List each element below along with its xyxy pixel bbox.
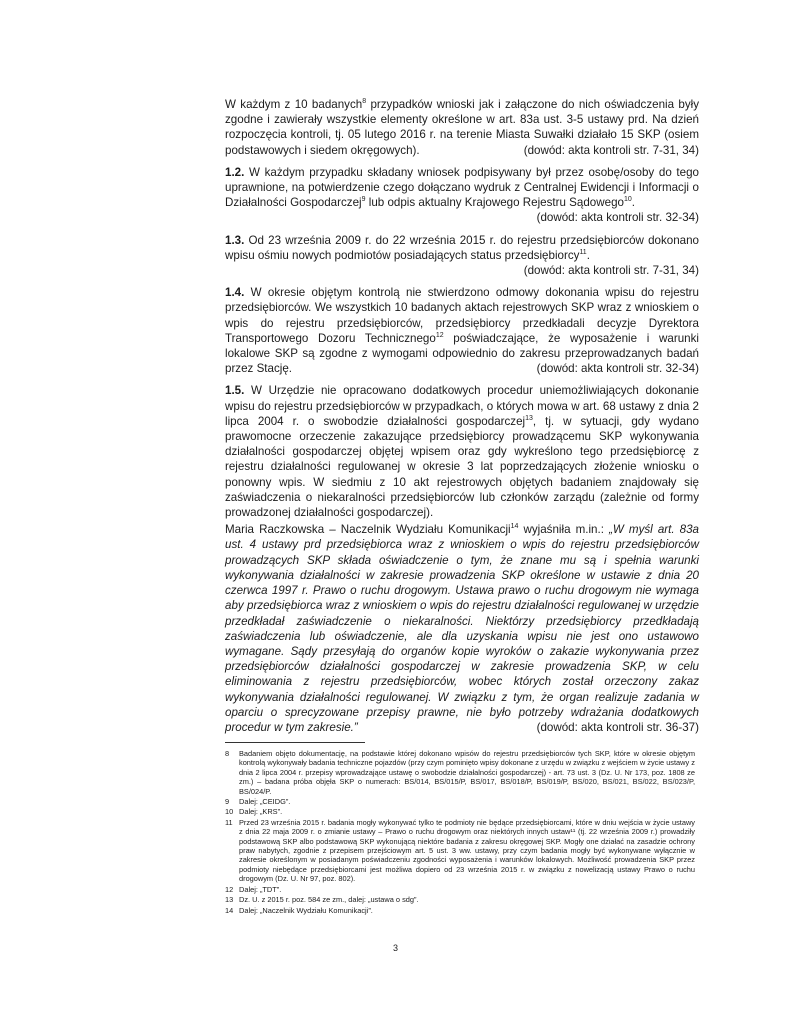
p5-text-cont: , tj. w sytuacji, gdy wydano prawomocne orzeczenie zakazujące przedsiębiorcy prowadzącemu SKP wykonywania działalności gospodarczej objętej wpisem oraz gdy wykreślono tego przedsiębiorcę z rejestru działalności regulowanej w okresie 3 lat poprzedzających złożenie wniosku o ponowny wpis. W siedmiu z 10 akt rejestrowych objętych badaniem znajdowały się zaświadczenia o niekaralności przedsiębiorców lub członków zarządu (zależnie od formy prowadzonej działalności gospodarczej). [225, 414, 699, 520]
footnote-separator [225, 742, 365, 743]
footnote-ref-11: 11 [579, 248, 587, 256]
footnote-number: 12 [225, 884, 234, 894]
evidence-reference: (dowód: akta kontroli str. 7-31, 34) [523, 264, 699, 278]
footnote-ref-9: 9 [361, 196, 366, 204]
explanation-quote: „W myśl art. 83a ust. 4 ustawy prd przedsiębiorca wraz z wnioskiem o wpis do rejestru przedsiębiorców prowadzących SKP składa oświadczenie o tym, że znane mu są i spełnia warunki wykonywania działalności w zakresie prowadzenia SKP określone w ustawie z dnia 20 czerwca 1997 r. Prawo o ruchu drogowym. Ustawa prawo o ruchu drogowym nie wymaga aby przedsiębiorca wraz z wnioskiem o wpis do rejestru działalności regulowanej w urzędzie przedkładał zaświadczenie o niekaralności. Niektórzy przedsiębiorcy przedkładają zaświadczenia lub oświadczenie, ale dla uzyskania wpisu nie jest ono ustawowo wymagane. Sądy przesyłają do organów kopie wyroków o zakazie wykonywania przez przedsiębiorców działalności gospodarczej w zakresie prowadzenia SKP, w celu eliminowania z rejestru przedsiębiorców, wobec których został orzeczony zakaz wykonywania działalności regulowanej. W związku z tym, że organ realizuje zadania w oparciu o sprecyzowane przepisy prawne, nie było potrzeby wdrażania dodatkowych procedur w tym zakresie.” [225, 523, 699, 734]
footnote-text: Badaniem objęto dokumentację, na podstawie której dokonano wpisów do rejestru przedsiębiorców tych SKP, które w okresie objętym kontrolą wykonywały badania techniczne pojazdów (przy czym pominięto wpisy dokonane z urzędu w związku z wejściem w życie ustawy z dnia 2 lipca 2004 r. przepisy wprowadzające ustawę o swobodzie działalności gospodarczej) - art. 73 ust. 3 (Dz. U. Nr 173, poz. 1808 ze zm.) – badana próba objęła SKP o numerach: BS/014, BS/015/P, BS/017, BS/018/P, BS/019/P, BS/020, BS/021, BS/022, BS/023/P, BS/024/P. [239, 749, 695, 796]
footnote-text: Dalej: „KRS”. [239, 807, 283, 817]
footnote-9 [225, 797, 695, 806]
p4-text-cont: poświadczające, że wyposażenie i warunki lokalowe SKP są zgodne z wymogami odpowiednio do zakresu przeprowadzanych badań przez Stację. [225, 331, 699, 376]
p1-text: W każdym z 10 badanych [225, 98, 363, 111]
evidence-reference: (dowód: akta kontroli str. 32-34) [536, 362, 699, 376]
section-number: 1.4. [225, 286, 245, 300]
footnote-number: 10 [225, 807, 234, 817]
p4-text: W okresie objętym kontrolą nie stwierdzono odmowy dokonania wpisu do rejestru przedsiębiorców. We wszystkich 10 badanych aktach rejestrowych SKP wraz z wnioskiem o wpis do rejestru przedsiębiorców, przedsiębiorcy przedkładali decyzje Dyrektora Transportowego Dozoru Technicznego [225, 286, 699, 345]
page-number: 3 [392, 943, 398, 953]
paragraph-explanation [225, 522, 699, 735]
evidence-reference: (dowód: akta kontroli str. 7-31, 34) [523, 143, 699, 157]
footnote-number: 8 [225, 749, 230, 758]
footnote-number: 9 [225, 797, 230, 807]
p3-text-end: . [586, 248, 590, 262]
footnote-10 [225, 807, 695, 816]
footnote-text: Dalej: „Naczelnik Wydziału Komunikacji”. [239, 905, 373, 915]
footnote-13 [225, 895, 695, 904]
footnote-14 [225, 906, 695, 915]
footnote-12 [225, 885, 695, 894]
paragraph-1-5 [225, 383, 699, 520]
footnote-ref-12: 12 [435, 331, 444, 339]
footnote-number: 13 [225, 895, 234, 905]
footnote-ref-8: 8 [362, 98, 367, 106]
p6-text: Maria Raczkowska – Naczelnik Wydziału Komunikacji [225, 523, 511, 537]
p2-text: W każdym przypadku składany wniosek podpisywany był przez osobę/osoby do tego uprawnione, na potwierdzenie czego dołączano wydruk z Centralnej Ewidencji i Informacji o Działalności Gospodarczej [225, 165, 699, 210]
paragraph-1-1 [225, 97, 699, 158]
footnote-number: 14 [225, 905, 234, 915]
section-number: 1.3. [225, 233, 245, 247]
main-text [225, 97, 699, 742]
p1-text-cont: przypadków wnioski jak i załączone do nich oświadczenia były zgodne i zawierały wszystkie elementy określone w art. 83a ust. 3-5 ustawy prd. Na dzień rozpoczęcia kontroli, tj. 05 lutego 2016 r. na terenie Miasta Suwałki działało 15 SKP (osiem podstawowych i siedem okręgowych). [225, 98, 699, 157]
footnote-text: Przed 23 września 2015 r. badania mogły wykonywać tylko te podmioty nie będące przedsiębiorcami, które w dniu wejścia w życie ustawy z dnia 22 maja 2009 r. o zmianie ustawy – Prawo o ruchu drogowym oraz niektórych innych ustaw¹¹ (tj. 22 września 2009 r.) prowadziły podstawową SKP albo podstawową SKP wykonującą niektóre badania z zakresu okręgowej SKP. Mogły one działać na zasadzie ochrony praw nabytych, zgodnie z przepisem przejściowym art. 5 ust. 3 ww. ustawy, przy czym badania mogły być wykonywane wyłącznie w zakresie określonym w posiadanym poświadczeniu zgodności wyposażenia i warunków lokalowych. Możliwość prowadzenia SKP przez podmioty niebędące przedsiębiorcami jest możliwa dopiero od 23 września 2015 r. w związku z nowelizacją ustawy Prawo o ruchu drogowym (Dz. U. Nr 97, poz. 802). [239, 817, 695, 884]
footnote-number: 11 [225, 817, 233, 827]
footnote-list [225, 749, 695, 915]
paragraph-1-4 [225, 285, 699, 376]
footnote-text: Dalej: „CEIDG”. [239, 797, 291, 807]
footnote-ref-13: 13 [525, 415, 533, 422]
footnote-11 [225, 818, 695, 884]
p5-text: W Urzędzie nie opracowano dodatkowych procedur uniemożliwiających dokonanie wpisu do rejestru przedsiębiorców w przypadkach, o których mowa w art. 68 ustawy z dnia 2 lipca 2004 r. o swobodzie działalności gospodarczej [225, 384, 699, 428]
p6-text-cont: wyjaśniła m.in.: [518, 523, 610, 537]
footnotes [225, 742, 695, 916]
paragraph-1-3 [225, 233, 699, 263]
p2-text-cont: lub odpis aktualny Krajowego Rejestru Sądowego [365, 196, 624, 210]
section-number: 1.2. [225, 165, 245, 179]
paragraph-1-2 [225, 165, 699, 211]
evidence-reference: (dowód: akta kontroli str. 36-37) [536, 720, 699, 734]
evidence-reference: (dowód: akta kontroli str. 32-34) [536, 211, 699, 225]
footnote-text: Dz. U. z 2015 r. poz. 584 ze zm., dalej: „ustawa o sdg”. [239, 895, 419, 905]
footnote-8 [225, 749, 695, 796]
footnote-ref-10: 10 [623, 196, 632, 204]
footnote-ref-14: 14 [510, 523, 519, 531]
p3-text: Od 23 września 2009 r. do 22 września 2015 r. do rejestru przedsiębiorców dokonano wpisu ośmiu nowych podmiotów posiadających status przedsiębiorcy [225, 233, 699, 262]
p2-text-end: . [631, 196, 636, 210]
footnote-text: Dalej: „TDT”. [239, 884, 282, 894]
section-number: 1.5. [225, 384, 245, 398]
